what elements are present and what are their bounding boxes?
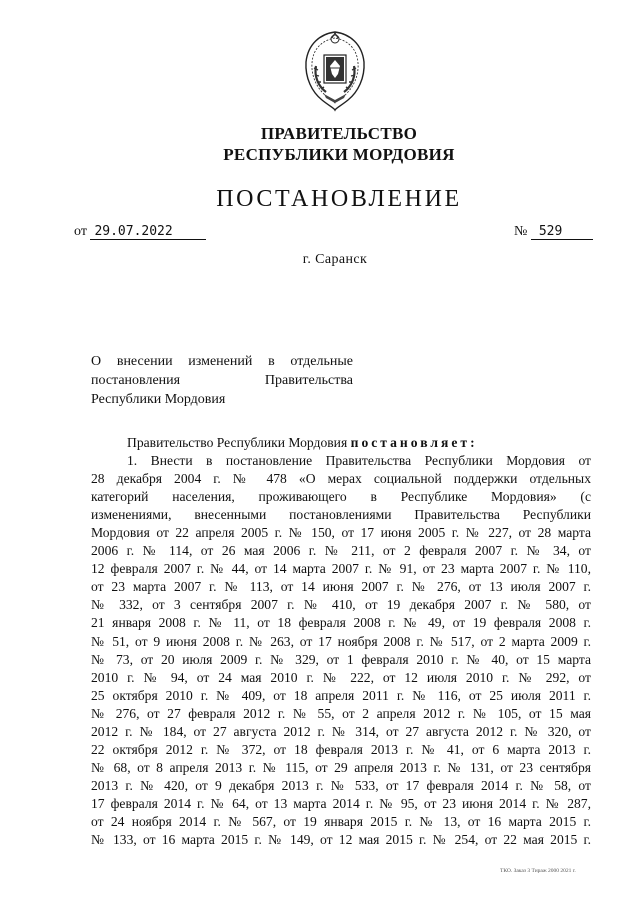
body-line: № 332, от 3 сентября 2007 г. № 410, от 19 декабря 2007 г. № 580, от [91, 597, 591, 613]
body-line: от 24 ноября 2014 г. № 567, от 19 января 2015 г. № 13, от 16 марта 2015 г. [91, 813, 591, 829]
body-line: от 23 марта 2007 г. № 113, от 14 июня 2007 г. № 276, от 13 июля 2007 г. [91, 579, 591, 595]
city-of-issue: г. Саранск [302, 252, 368, 267]
subject-line: Республики Мордовия [91, 392, 226, 407]
number-prefix: № [514, 224, 528, 239]
government-name-line1: ПРАВИТЕЛЬСТВО [260, 124, 418, 143]
body-line: 25 октября 2010 г. № 409, от 18 апреля 2011 г. № 116, от 25 июля 2011 г. [91, 687, 591, 703]
document-type-title: ПОСТАНОВЛЕНИЕ [216, 186, 462, 212]
body-paragraph [91, 452, 591, 849]
body-line: 21 января 2008 г. № 11, от 18 февраля 2008 г. № 49, от 19 февраля 2008 г. [91, 615, 591, 631]
date-line [74, 224, 206, 240]
body-line: № 133, от 16 марта 2015 г. № 149, от 12 мая 2015 г. № 254, от 22 мая 2015 г. [91, 832, 591, 848]
body-line: 2012 г. № 184, от 27 августа 2012 г. № 314, от 27 августа 2012 г. № 320, от [91, 723, 591, 739]
body-line: № 68, от 8 апреля 2013 г. № 115, от 29 апреля 2013 г. № 131, от 23 сентября [91, 759, 591, 775]
preamble [91, 434, 591, 452]
body-line: 2006 г. № 114, от 26 мая 2006 г. № 211, от 2 февраля 2007 г. № 34, от [91, 543, 591, 559]
body-line: № 51, от 9 июня 2008 г. № 263, от 17 ноября 2008 г. № 517, от 2 марта 2009 г. [91, 633, 591, 649]
body-line: № 73, от 20 июля 2009 г. № 329, от 1 февраля 2010 г. № 40, от 15 марта [91, 651, 591, 667]
body-line: 28 декабря 2004 г. № 478 «О мерах социальной поддержки отдельных [91, 471, 591, 487]
coat-of-arms-icon [300, 30, 370, 112]
document-date: 29.07.2022 [90, 224, 206, 240]
body-line: 1. Внести в постановление Правительства Республики Мордовия от [127, 453, 591, 469]
body-line: категорий населения, проживающего в Республике Мордовия» (с [91, 489, 591, 505]
number-line [514, 224, 593, 240]
document-number: 529 [531, 224, 593, 240]
preamble-verb: постановляет: [350, 435, 478, 450]
body-line: изменениями, внесенными постановлениями Правительства Республики [91, 507, 591, 523]
body-line: 2010 г. № 94, от 24 мая 2010 г. № 222, от 12 июля 2010 г. № 292, от [91, 669, 591, 685]
date-prefix: от [74, 224, 87, 239]
subject-line: О внесении изменений в отдельные [91, 354, 353, 369]
body-line: № 276, от 27 февраля 2012 г. № 55, от 2 апреля 2012 г. № 105, от 15 мая [91, 705, 591, 721]
government-name-line2: РЕСПУБЛИКИ МОРДОВИЯ [223, 145, 455, 164]
body-line: 2013 г. № 420, от 9 декабря 2013 г. № 533, от 17 февраля 2014 г. № 58, от [91, 777, 591, 793]
print-imprint: ТКО. Заказ 3 Тираж 2000 2021 г. [500, 868, 576, 874]
preamble-text: Правительство Республики Мордовия [127, 435, 348, 450]
body-line: 12 февраля 2007 г. № 44, от 14 марта 2007 г. № 91, от 23 марта 2007 г. № 110, [91, 561, 591, 577]
body-line: Мордовия от 22 апреля 2005 г. № 150, от 17 июня 2005 г. № 227, от 28 марта [91, 525, 591, 541]
body-line: 22 октября 2012 г. № 372, от 18 февраля 2013 г. № 41, от 6 марта 2013 г. [91, 741, 591, 757]
subject-line: постановления Правительства [91, 373, 353, 388]
document-subject [91, 352, 353, 409]
document-body [91, 434, 591, 849]
body-line: 17 февраля 2014 г. № 64, от 13 марта 2014 г. № 95, от 23 июня 2014 г. № 287, [91, 795, 591, 811]
